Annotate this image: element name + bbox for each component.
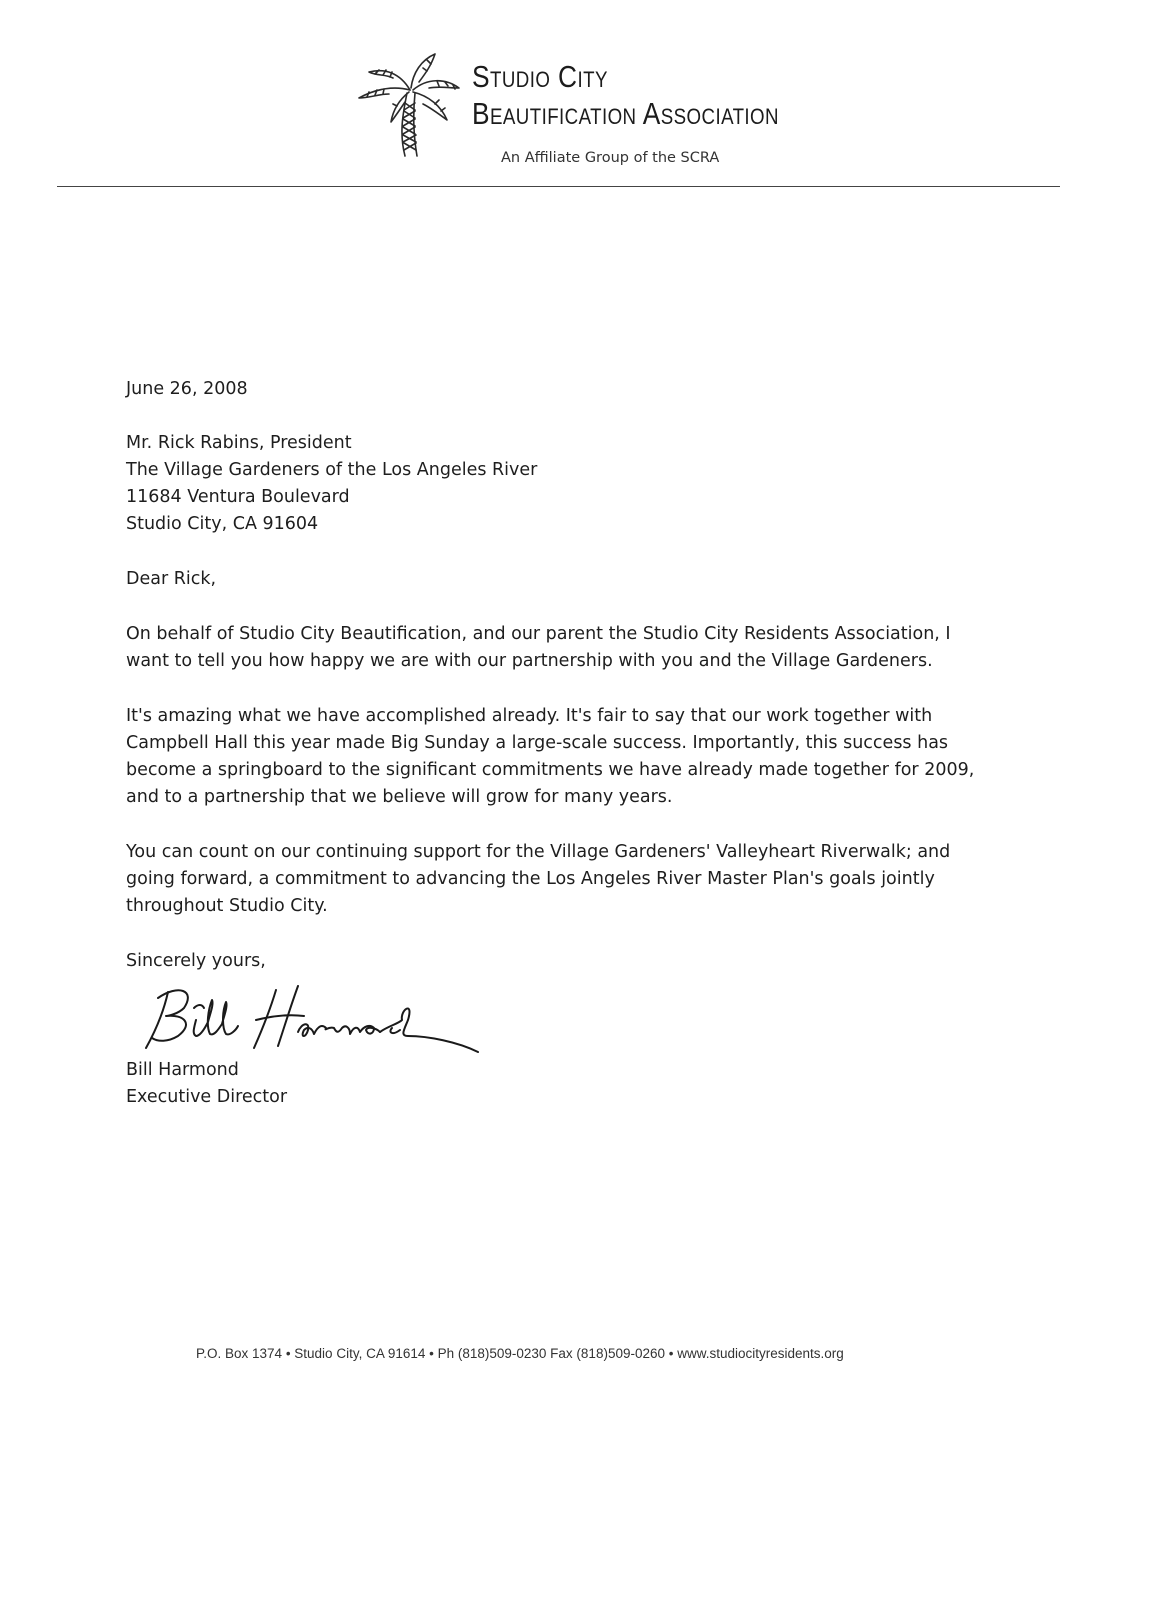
paragraph-line: Campbell Hall this year made Big Sunday a large-scale success. Importantly, this success has bbox=[126, 733, 949, 753]
body-paragraph-1 bbox=[126, 621, 951, 675]
recipient-line: Studio City, CA 91604 bbox=[126, 514, 319, 534]
letter-date: June 26, 2008 bbox=[126, 379, 248, 399]
paragraph-line: It's amazing what we have accomplished already. It's fair to say that our work together with bbox=[126, 706, 933, 726]
paragraph-line: going forward, a commitment to advancing the Los Angeles River Master Plan's goals jointly bbox=[126, 869, 935, 889]
signer-block bbox=[126, 1057, 287, 1111]
signer-name: Bill Harmond bbox=[126, 1060, 239, 1080]
paragraph-line: You can count on our continuing support for the Village Gardeners' Valleyheart Riverwalk; and bbox=[126, 842, 951, 862]
paragraph-line: become a springboard to the significant commitments we have already made together for 2009, bbox=[126, 760, 975, 780]
recipient-address bbox=[126, 430, 537, 538]
footer-contact: P.O. Box 1374 • Studio City, CA 91614 • Ph (818)509-0230 Fax (818)509-0260 • www.studiocityresidents.org bbox=[196, 1346, 844, 1361]
recipient-line: 11684 Ventura Boulevard bbox=[126, 487, 350, 507]
handwritten-signature bbox=[138, 980, 488, 1060]
body-paragraph-3 bbox=[126, 839, 950, 920]
org-name-line2: Beautification Association bbox=[472, 96, 779, 131]
org-name-line1: Studio City bbox=[472, 59, 608, 94]
org-name bbox=[472, 58, 779, 132]
org-tagline: An Affiliate Group of the SCRA bbox=[501, 150, 720, 166]
paragraph-line: want to tell you how happy we are with our partnership with you and the Village Gardeners. bbox=[126, 651, 933, 671]
paragraph-line: throughout Studio City. bbox=[126, 896, 328, 916]
closing: Sincerely yours, bbox=[126, 951, 266, 971]
body-paragraph-2 bbox=[126, 703, 974, 811]
palm-tree-logo-icon bbox=[355, 48, 470, 163]
recipient-line: The Village Gardeners of the Los Angeles River bbox=[126, 460, 538, 480]
paragraph-line: and to a partnership that we believe will grow for many years. bbox=[126, 787, 673, 807]
salutation: Dear Rick, bbox=[126, 569, 217, 589]
letterhead bbox=[355, 48, 815, 178]
header-divider bbox=[57, 186, 1060, 187]
signer-title: Executive Director bbox=[126, 1087, 288, 1107]
paragraph-line: On behalf of Studio City Beautification, and our parent the Studio City Residents Association, I bbox=[126, 624, 951, 644]
recipient-line: Mr. Rick Rabins, President bbox=[126, 433, 352, 453]
